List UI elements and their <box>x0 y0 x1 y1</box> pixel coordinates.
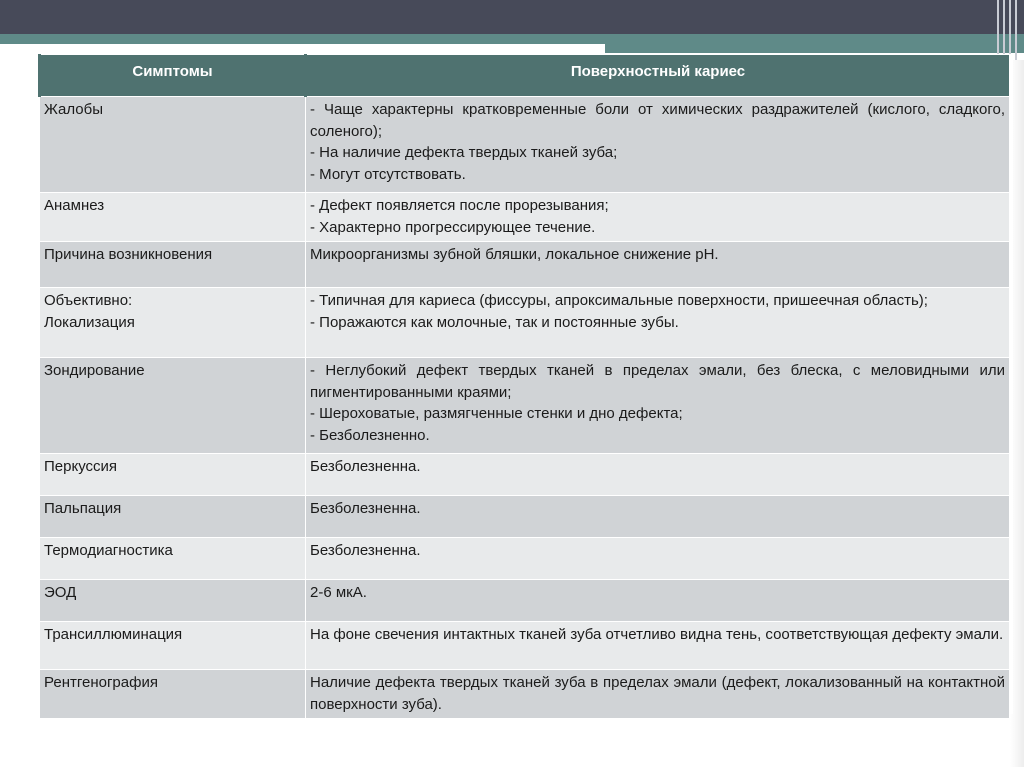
table-row <box>40 622 1010 670</box>
symptom-cell <box>40 622 306 670</box>
description-line: 2-6 мкА. <box>310 584 367 601</box>
description-cell <box>306 670 1010 719</box>
description-line: - Чаще характерны кратковременные боли от химических раздражителей (кислого, сладкого, соленого); <box>310 101 1005 140</box>
table-row <box>40 358 1010 454</box>
symptom-label: Трансиллюминация <box>44 626 183 643</box>
symptom-label: Зондирование <box>44 362 145 379</box>
description-cell <box>306 538 1010 580</box>
description-line: Безболезненна. <box>310 458 421 475</box>
symptom-cell <box>40 193 306 242</box>
table-body <box>40 97 1010 719</box>
description-line: - Неглубокий дефект твердых тканей в пределах эмали, без блеска, с меловидными или пигментированными краями; <box>310 362 1005 401</box>
description-cell <box>306 97 1010 193</box>
symptom-cell <box>40 580 306 622</box>
symptom-label: Анамнез <box>44 197 105 214</box>
table-row <box>40 496 1010 538</box>
decorative-stripes <box>995 0 1024 60</box>
symptom-cell <box>40 538 306 580</box>
description-cell <box>306 496 1010 538</box>
table-row <box>40 454 1010 496</box>
description-line: Безболезненна. <box>310 542 421 559</box>
symptom-label: Перкуссия <box>44 458 118 475</box>
symptom-label: Термодиагностика <box>44 542 173 559</box>
symptom-label: Причина возникновения <box>44 246 213 263</box>
table-row <box>40 242 1010 288</box>
header-symptoms: Симптомы <box>40 55 306 97</box>
symptom-label: Жалобы <box>44 101 103 118</box>
description-line: Микроорганизмы зубной бляшки, локальное снижение рН. <box>310 246 719 263</box>
symptoms-table <box>38 54 1010 719</box>
description-cell <box>306 358 1010 454</box>
symptom-label: Рентгенография <box>44 674 158 691</box>
description-cell <box>306 580 1010 622</box>
slide-accent-gap <box>0 44 605 47</box>
symptom-label: ЭОД <box>44 584 77 601</box>
slide-accent-band-right <box>605 44 1024 53</box>
symptom-cell <box>40 242 306 288</box>
symptom-cell <box>40 358 306 454</box>
description-line: - Характерно прогрессирующее течение. <box>310 218 596 236</box>
description-cell <box>306 193 1010 242</box>
symptom-cell <box>40 454 306 496</box>
description-cell <box>306 454 1010 496</box>
description-line: - Поражаются как молочные, так и постоянные зубы. <box>310 313 679 331</box>
description-line: - Шероховатые, размягченные стенки и дно дефекта; <box>310 405 683 422</box>
description-cell <box>306 242 1010 288</box>
symptom-cell <box>40 496 306 538</box>
description-line: - Безболезненно. <box>310 426 430 444</box>
symptom-label: Объективно: Локализация <box>44 292 135 331</box>
description-line: - Дефект появляется после прорезывания; <box>310 197 609 214</box>
description-line: На фоне свечения интактных тканей зуба отчетливо видна тень, соответствующая дефекту эмали. <box>310 626 1004 643</box>
description-cell <box>306 288 1010 358</box>
table-row <box>40 670 1010 719</box>
description-line: - На наличие дефекта твердых тканей зуба; <box>310 144 618 161</box>
symptom-cell <box>40 97 306 193</box>
table-row <box>40 97 1010 193</box>
table-row <box>40 580 1010 622</box>
table-row <box>40 538 1010 580</box>
table-row <box>40 288 1010 358</box>
symptom-label: Пальпация <box>44 500 122 517</box>
symptom-cell <box>40 288 306 358</box>
table-right-edge <box>1010 54 1013 714</box>
slide-top-bar <box>0 0 1024 34</box>
description-line: - Типичная для кариеса (фиссуры, апроксимальные поверхности, пришеечная область); <box>310 292 928 309</box>
description-cell <box>306 622 1010 670</box>
description-line: Наличие дефекта твердых тканей зуба в пределах эмали (дефект, локализованный на контактной поверхности зуба). <box>310 674 1005 713</box>
description-line: - Могут отсутствовать. <box>310 165 466 183</box>
slide-accent-band <box>0 34 1024 44</box>
description-line: Безболезненна. <box>310 500 421 517</box>
header-superficial-caries: Поверхностный кариес <box>306 55 1010 97</box>
symptom-cell <box>40 670 306 719</box>
table-row <box>40 193 1010 242</box>
table-header-row <box>40 55 1010 97</box>
